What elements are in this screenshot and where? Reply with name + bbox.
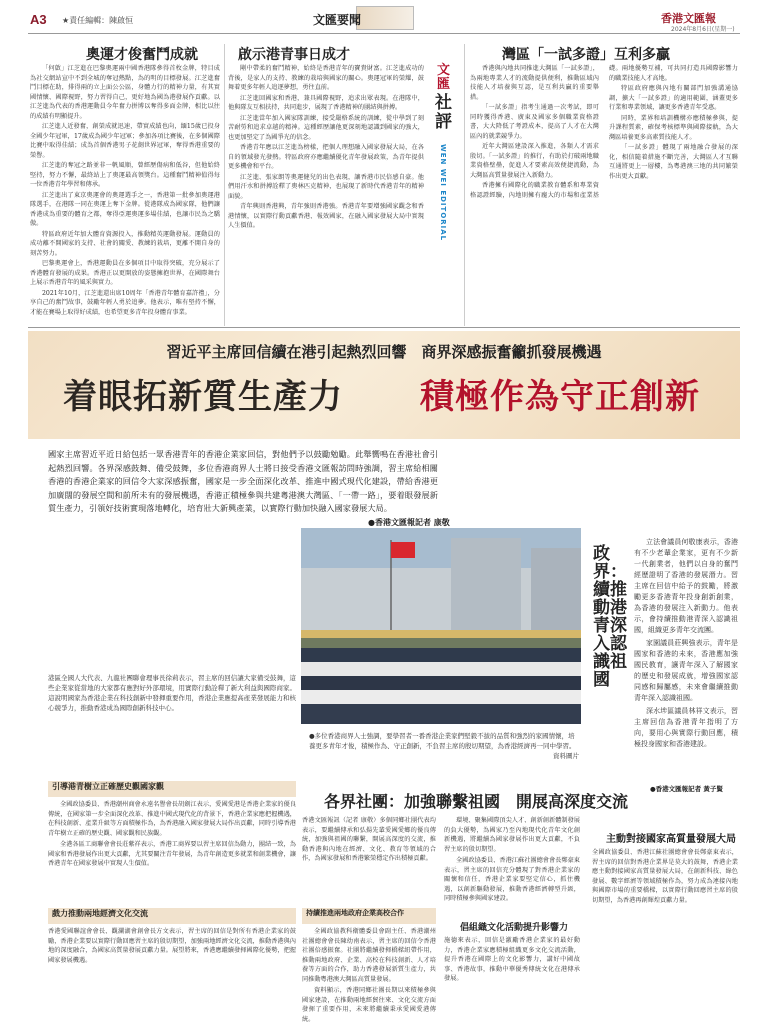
brand-logo: 香港文匯報 — [661, 12, 716, 25]
story-3-para: 香港擁有國際化的職業教育體系和專業資格認證經驗，內地則擁有龐大的市場和產業基礎。兩地優勢互補，可共同打造具國際影響力的職業技能人才高地。 — [470, 65, 738, 199]
bottom-mid-body-1: 香港文匯報訊（記者 康敬）多個同鄉社團代表均表示，要繼續傳承和弘揚先輩愛國愛鄉的優良傳統，加強與祖國的聯繫，開展高深度的交流，推動香港與內地在經濟、文化、教育等領域的合作，為國家發展和香港繁榮穩定作出積極貢獻。 — [302, 817, 436, 862]
story-1-headline: 奧運才俊奮鬥成就 — [86, 47, 198, 63]
story-1-para: 「何啟」江芝進在巴黎奧運兩中國香港隊參得首枚金牌，特目成為社交網站宣中不到全城的奪冠熱點，為的明的目標發展。江芝進奮鬥目標在助，排得兩的立上面公公區，身體力行的精神力量，有其實國情懷、國際視野，努力習得自己，更好地為國為港發展作貢獻。以江芝進為代表的香港運動員今年奮力拼博以奪得多面金牌，相比以往的成績有明顯提升。 — [30, 65, 220, 120]
feature-headline-left: 着眼拓新質生產力 — [63, 377, 343, 417]
side-para: 深水埗區議員林祥文表示，習主席回信為香港青年指明了方向，要用心與實際行動回應，積極投身國家和香港建設。 — [634, 707, 738, 748]
story-3-para: 香港與內地共同推進大灣區「一試多證」，為兩地專業人才的流動提供便利，推動區域內技能人才培養與互認，是互利共贏的重要舉措。 — [470, 65, 599, 101]
story-3-para: 「一試多證」指考生通過一次考試，即可同時獲得香港、廣東及國家多個職業資格證書，大大降低了考證成本，提高了人才在大灣區內的就業競爭力。 — [470, 104, 599, 140]
story-2-para: 江芝進回國家和香港，兼具國際視野，追求出眾表現。在港隊中，他與隊友互相扶持，共同進步，展現了香港精神的團結與拼搏。 — [228, 94, 424, 111]
side-headline: 政界：續推動港青深入認識祖國 — [593, 544, 627, 690]
feature-lead: 國家主席習近平近日給包括一眾香港青年的香港企業家回信，對他們予以鼓勵勉勵。此舉嚮鳴在香港社會引起熱烈回響。各界深感鼓舞、備受鼓舞，多位香港商界人士將日接受香港文匯報訪問時強調，習主席給相關香港的香港企業家的回信令大家深感振奮，國家是一步全面深化改革、推進中國式現代化建設，帶給香港更加廣闊的發展空間和前所未有的發展機遇，香港正積極參與共建粵港澳大灣區、「一帶一路」，要着眼發展新質生產力，引領好技術實現落地轉化，培育壯大新興產業，以實際行動加快融入國家發展大局。 — [48, 449, 438, 513]
editorial-logo-top: 文匯 — [437, 63, 451, 92]
photo-credit: 資料圖片 — [553, 752, 579, 760]
story-3-para: 特區政府應與內地有關部門加強溝通協調，擴大「一試多證」的適用範圍，涵蓋更多行業和專業領域，讓更多香港青年受惠。 — [609, 85, 738, 111]
story-1-para: 2021年10月，江芝進還出席10周年「香港青年體育嘉許禮」，分享自己的奮鬥故事，鼓勵年輕人勇於追夢。他表示，唯有堅持不懈，才能在賽場上取得好成績，也希望更多青年投身體育事業。 — [30, 289, 220, 316]
photo-caption-text: ●多位香港商界人士強調，要學習者一番香港企業家們堅毅不拔的品質和強烈的家國情懷，培養更多青年才俊，積極作為、守正創新，不負習主席的殷切期望，為香港經濟再一同中學習。 — [309, 732, 576, 750]
story-2-para: 江芝進、張家朗等奧運健兒的出色表現，讓香港市民倍感自豪。他們用汗水和拼搏詮釋了奧林匹克精神，也展現了新時代香港青年的精神面貌。 — [228, 173, 424, 200]
story-2-headline: 啟示港青事日成才 — [238, 47, 350, 63]
story-3-headline: 灣區「一試多證」互利多贏 — [502, 47, 670, 63]
story-2-para: 江芝進當年加入國家隊訓練，接受嚴格系統的訓練，從中學到了刻苦耐勞和追求卓越的精神。這種經歷讓他更深刻地認識到國家的強大，也更加堅定了為國爭光的信念。 — [228, 114, 424, 141]
story-2-para: 青年興則香港興，青年強則香港強。香港青年要增強國家觀念和香港情懷，以實際行動貢獻香港、報效國家，在融入國家發展大局中實現人生價值。 — [228, 203, 424, 229]
responsible-editor: ★責任編輯：陳啟恒 — [62, 16, 134, 25]
story-2-para: 香港青年應以江芝進為榜樣，把個人理想融入國家發展大局，在各自的領域發光發熱。特區政府亦應繼續優化青年發展政策，為青年提供更多機會和平台。 — [228, 144, 424, 170]
editorial-logo-main: 社評 — [435, 93, 452, 132]
story-3-body — [470, 64, 738, 326]
section-label-backdrop — [356, 6, 414, 30]
story-1-para: 特區政府近年加大體育資源投入，推動精英運動發展。運動員的成功離不開國家的支持、社會的關愛、教練的栽培，更離不開自身的刻苦努力。 — [30, 230, 220, 257]
bottom-mid2-subhead: 倡組織文化活動提升影響力 — [460, 923, 569, 933]
side-byline: ●香港文匯報記者 黃子賢 — [650, 785, 723, 793]
story-2-body — [228, 64, 424, 326]
section-rule — [28, 327, 740, 328]
bottom-left-bar-2: 戲力推動兩地經濟文化交流 — [48, 908, 296, 924]
bottom-left-para: 全國政協委員、香港潮州商會永遠名譽會長胡劍江表示，愛國愛港是香港企業家的優良傳統，在國家第一步全面深化改革、推進中國式現代化的背景下，香港企業家應把握機遇，在科技創新、產業升級等方面積極作為，為香港融入國家發展大局作出貢獻，同時引導香港青年樹立正確的歷史觀、國家觀和民族觀。 — [48, 801, 296, 837]
story-2-para: 剛中帶柔的奮鬥精神，始終是香港青年的寶貴財富。江芝進成功的背後，是家人的支持、教練的栽培與國家的關心。奧運冠軍的榮耀，鼓舞着更多年輕人追逐夢想，勇往直前。 — [228, 65, 424, 91]
story-1-body — [30, 64, 220, 326]
photo-caption — [309, 731, 579, 761]
societies-headline: 各界社團：加強聯繫祖國 開展高深度交流 — [324, 792, 629, 811]
group-photo-illustration — [301, 528, 581, 724]
header-rule — [28, 33, 740, 34]
bottom-mid-para: 全國政協教科衛體委員會副主任、香港潮州社團總會會長陳幼南表示，習主席的回信令香港社團倍感振奮。社團將繼續發揮橋樑紐帶作用，推動兩地政府、企業、高校在科技創新、人才培養等方面的合作，助力香港發展新質生產力，共同推動粵港澳大灣區高質量發展。 — [302, 928, 436, 983]
bottom-mid2-para: 全國政協委員、香港江蘇社團總會會長鄭豪東表示，習主席的回信充分體現了對香港企業家的關懷和信任，香港企業家要堅定信心，抓住機遇，以創新驅動發展，推動香港經濟轉型升級，同時積極參與國家建設。 — [444, 857, 580, 902]
bottom-right-body: 全國政協委員、香港江蘇社團總會會長鄭豪東表示，習主席的回信對香港企業界是莫大的鼓舞，香港企業應主動對接國家高質量發展大局，在創新科技、綠色發展、數字經濟等領域積極作為，努力成為連接內地與國際市場的重要橋樑，以實際行動回應習主席的殷切期望，為香港再創輝煌貢獻力量。 — [592, 849, 738, 904]
feature-headline-right: 積極作為守正創新 — [420, 377, 700, 417]
story-1-para: 江芝進的奪冠之路並非一帆風順，曾經歷傷病和低谷，但他始終堅持，努力不懈，最終站上了奧運最高領獎台。這種奮鬥精神值得每一位香港青年學習和傳承。 — [30, 162, 220, 188]
bottom-left-intro: 港區全國人大代表、九龍社團聯會理事長徐莉表示，習主席的回信讓大家備受鼓舞，這些企業家從當地的大家都有應對好外部環境，用實際行動詮釋了新大利益與國際商家。這說明國家為香港企業在科技創新中發揮重要作用，香港企業應提高產業發展能力和核心競爭力，推動香港成為國際創新科技中心。 — [48, 674, 296, 712]
bottom-mid-para: 資料顯示，香港同鄉社團長期以來積極參與國家建設，在推動兩地經貿往來、文化交流方面發揮了重要作用，未來將繼續秉承愛國愛港傳統。 — [302, 987, 436, 1023]
bottom-mid2-body-1 — [444, 816, 580, 912]
bottom-left-para: 全港各區工商聯會會長莊紫祥表示，香港工商界要以習主席回信為動力，團結一致，為國家和香港發展作出更大貢獻，尤其要關注青年發展，為青年創造更多就業和創業機會，讓香港青年在國家發展中實現人生價值。 — [48, 841, 296, 867]
bottom-mid2-body-2: 施德來表示，回信是激勵香港企業家的最好動力，香港企業家應積極組織更多文化交流活動，提升香港在國際上的文化影響力，講好中國故事、香港故事，推動中華優秀傳統文化在港傳承發展。 — [444, 937, 580, 982]
issue-date: 2024年8月6日(星期一) — [671, 26, 735, 33]
column-divider — [224, 44, 225, 326]
side-para: 家園議員莊興強表示，青年是國家和香港的未來，香港應加強國民教育，讓青年深入了解國家的歷史和發展成就，增強國家認同感和歸屬感，未來會繼續推動青年深入認識祖國。 — [634, 639, 738, 702]
side-body — [634, 537, 738, 781]
story-1-para: 江芝進人近發奮，創榮成就迅速，帶實成績也向，緬15歲已投身全國少年冠軍，17歲成為國少年冠軍；參加各項比賽後，在多個國際比賽中取得佳績；成為首個香港男子花劍世界冠軍，奪得香港重要的榮譽。 — [30, 123, 220, 159]
story-3-para: 「一試多證」體現了兩地融合發展的深化，相信隨着措施不斷完善，大灣區人才互聯互通將更上一層樓，為粵港澳三地的共同繁榮作出更大貢獻。 — [609, 144, 738, 180]
bottom-mid-bar: 持續推進兩地政府企業高校合作 — [302, 908, 436, 924]
feature-subhead: 習近平主席回信續在港引起熱烈回響 商界深感振奮籲抓發展機遇 — [166, 343, 602, 361]
story-3-para: 同時，業界和培訓機構亦應積極參與，提升課程質素，確保考核標準與國際接軌，為大灣區培養更多高素質技能人才。 — [609, 114, 738, 141]
editorial-logo-en: WEN WEI EDITORIAL — [439, 144, 447, 242]
bottom-left-body-2: 香港愛國聯誼會會長、觀瀾湖會創會長方文表示，習主席的回信是對所有香港企業家的鼓勵，香港企業要以實際行動回應習主席的殷切期望，加強兩地經濟文化交流，推動香港與內地的深度融合，為國家高質量發展貢獻力量。展望將來，香港應繼續發揮國際化優勢，把握國家發展機遇。 — [48, 928, 296, 964]
bottom-mid-body-2 — [302, 927, 436, 1023]
page-number: A3 — [30, 12, 47, 27]
column-divider — [464, 44, 465, 326]
section-title: 文匯要聞 — [313, 13, 362, 27]
bottom-mid2-para: 環境、聚集國際頂尖人才、創新創新體制發展的負大優勢，為國家乃至內地現代化青年文化創新機遇，將繼續為國家發展作出更大貢獻，不負習主席的殷切期望。 — [444, 817, 580, 853]
bottom-left-body-1 — [48, 800, 296, 900]
editorial-badge — [431, 58, 457, 320]
page-header — [0, 0, 768, 36]
story-1-para: 江芝進出了東京奧運會的奧運選手之一，香港第一批參加奧運港隊選手，在港隊一同在奧運上奪下金牌。從港隊成為國家隊，他們讓香港成為重要的體育之都，奪得亞運奧運多場佳績，也讓市民為之驕傲。 — [30, 191, 220, 227]
story-1-para: 巴黎奧運會上，香港運動員在多個項目中取得突破，充分展示了香港體育發展的成果。香港正以更開放的姿態擁抱世界，在國際舞台上展示香港青年的風采與實力。 — [30, 260, 220, 286]
group-photo — [301, 528, 581, 724]
side-para: 立法會議員何敬康表示，香港有不少老輩企業家，更有不少新一代創業者，他們以自身的奮鬥經歷證明了香港的發展潛力。習主席在回信中給予的鼓勵，將激勵更多香港青年投身創新創業，為香港的發展注入新動力。他表示，會持續推動港青深入認識祖國，組織更多青年交流團。 — [634, 538, 738, 634]
feature-banner — [28, 331, 740, 439]
bottom-left-bar-1: 引導港青樹立正確歷史觀國家觀 — [48, 781, 296, 797]
story-3-para: 近年大灣區建設深入推進，各類人才需求殷切。「一試多證」的推行，有助於打破兩地職業資格壁壘，促進人才要素高效便捷流動，為大灣區高質量發展注入新動力。 — [470, 143, 599, 179]
bottom-right-subhead: 主動對接國家高質量發展大局 — [606, 834, 736, 845]
feature-byline: ●香港文匯報記者 康敬 — [368, 518, 450, 527]
